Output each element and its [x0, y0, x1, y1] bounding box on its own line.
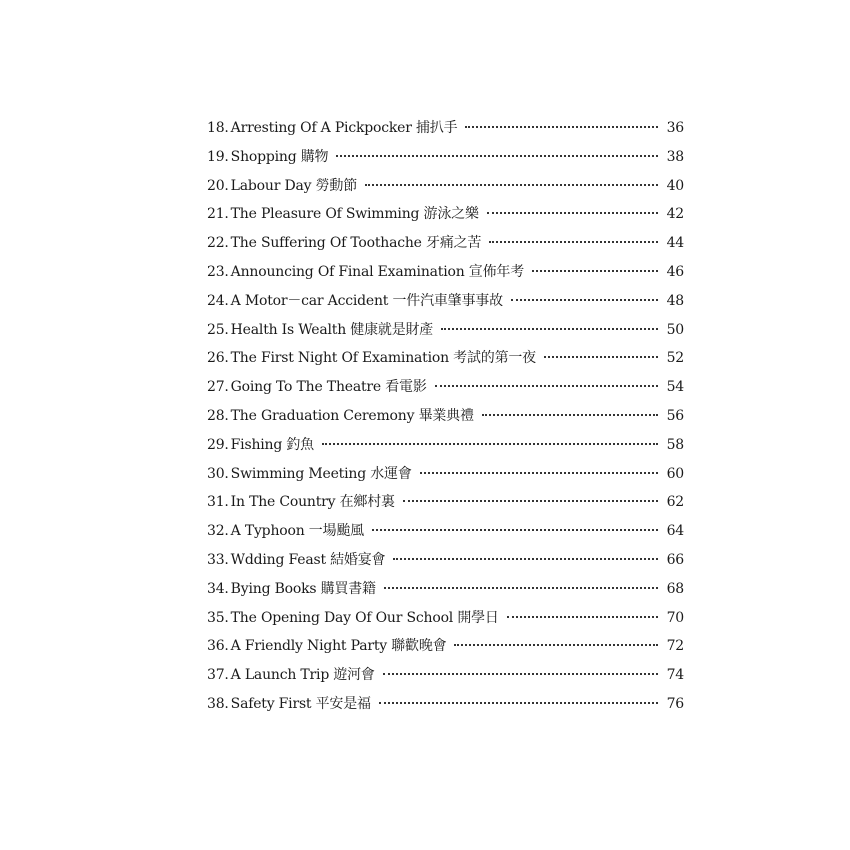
toc-entry	[207, 347, 684, 376]
toc-entry	[207, 491, 684, 520]
toc-entry-title: In The Country 在鄉村裏	[230, 494, 395, 511]
toc-entry	[207, 693, 684, 722]
toc-entry	[207, 434, 684, 463]
toc-entry-title: Swimming Meeting 水運會	[230, 465, 412, 482]
toc-entry	[207, 203, 684, 232]
toc-entry-page-number: 70	[666, 609, 684, 626]
toc-entry	[207, 290, 684, 319]
toc-entry-title: Shopping 購物	[230, 148, 329, 165]
dot-leader	[365, 184, 658, 186]
toc-entry-page-number: 46	[666, 263, 684, 280]
toc-entry	[207, 549, 684, 578]
dot-leader	[420, 472, 658, 474]
toc-entry-title: The First Night Of Examination 考試的第一夜	[230, 350, 536, 367]
toc-entry-page-number: 52	[666, 350, 684, 367]
toc-entry-number: 22.	[207, 235, 229, 252]
toc-entry-number: 28.	[207, 407, 229, 424]
toc-entry-number: 33.	[207, 551, 229, 568]
toc-entry-page-number: 50	[666, 321, 684, 338]
toc-entry-number: 20.	[207, 177, 229, 194]
toc-entry	[207, 146, 684, 175]
toc-entry-number: 24.	[207, 292, 229, 309]
table-of-contents	[207, 117, 684, 722]
toc-entry-title: Safety First 平安是福	[230, 695, 371, 712]
toc-entry-title: The Suffering Of Toothache 牙痛之苦	[230, 235, 482, 252]
toc-entry	[207, 607, 684, 636]
toc-entry	[207, 520, 684, 549]
toc-entry-number: 21.	[207, 206, 229, 223]
toc-entry-page-number: 60	[666, 465, 684, 482]
toc-entry	[207, 175, 684, 204]
toc-entry-page-number: 38	[666, 148, 684, 165]
toc-entry-page-number: 48	[666, 292, 684, 309]
toc-entry-title: Health Is Wealth 健康就是財產	[230, 321, 434, 338]
dot-leader	[454, 644, 658, 646]
toc-entry-page-number: 76	[666, 695, 684, 712]
toc-entry-page-number: 74	[666, 667, 684, 684]
toc-entry-number: 37.	[207, 667, 229, 684]
toc-entry-title: The Pleasure Of Swimming 游泳之樂	[230, 206, 479, 223]
toc-entry-number: 32.	[207, 523, 229, 540]
toc-entry-title: Arresting Of A Pickpocker 捕扒手	[230, 120, 458, 136]
toc-entry-number: 23.	[207, 263, 229, 280]
toc-entry-title: A Typhoon 一場颱風	[230, 523, 364, 540]
toc-entry-title: A Launch Trip 遊河會	[230, 667, 375, 684]
toc-entry-number: 29.	[207, 436, 229, 453]
dot-leader	[507, 616, 658, 618]
toc-entry-page-number: 62	[666, 494, 684, 511]
toc-entry-title: Announcing Of Final Examination 宣佈年考	[230, 263, 524, 280]
dot-leader	[336, 155, 658, 157]
toc-entry-number: 35.	[207, 609, 229, 626]
toc-entry-page-number: 54	[666, 379, 684, 396]
dot-leader	[393, 558, 658, 560]
toc-entry-title: Labour Day 勞動節	[230, 177, 357, 194]
toc-entry-number: 26.	[207, 350, 229, 367]
toc-entry-page-number: 68	[666, 580, 684, 597]
dot-leader	[489, 241, 658, 243]
toc-entry	[207, 232, 684, 261]
dot-leader	[544, 356, 658, 358]
toc-entry-number: 38.	[207, 695, 229, 712]
toc-entry-page-number: 58	[666, 436, 684, 453]
toc-entry-number: 30.	[207, 465, 229, 482]
toc-entry	[207, 405, 684, 434]
toc-entry-page-number: 66	[666, 551, 684, 568]
dot-leader	[383, 673, 658, 675]
toc-entry-number: 27.	[207, 379, 229, 396]
toc-entry-title: A Friendly Night Party 聯歡晚會	[230, 638, 447, 655]
dot-leader	[372, 529, 658, 531]
toc-entry-number: 25.	[207, 321, 229, 338]
dot-leader	[487, 212, 658, 214]
dot-leader	[435, 385, 658, 387]
dot-leader	[511, 299, 658, 301]
toc-entry-number: 36.	[207, 638, 229, 655]
toc-entry-number: 31.	[207, 494, 229, 511]
toc-entry	[207, 635, 684, 664]
toc-entry-page-number: 44	[666, 235, 684, 252]
toc-entry-page-number: 64	[666, 523, 684, 540]
toc-entry	[207, 463, 684, 492]
toc-entry-title: The Opening Day Of Our School 開學日	[230, 609, 499, 626]
toc-entry-page-number: 42	[666, 206, 684, 223]
toc-entry-number: 19.	[207, 148, 229, 165]
toc-entry-number: 18.	[207, 120, 229, 136]
toc-entry	[207, 376, 684, 405]
dot-leader	[379, 702, 658, 704]
dot-leader	[384, 587, 658, 589]
toc-entry-page-number: 56	[666, 407, 684, 424]
dot-leader	[482, 414, 658, 416]
dot-leader	[465, 126, 658, 128]
toc-entry-page-number: 36	[666, 120, 684, 136]
toc-entry-title: Going To The Theatre 看電影	[230, 379, 427, 396]
toc-entry-title: Wdding Feast 結婚宴會	[230, 551, 386, 568]
toc-entry-title: Fishing 釣魚	[230, 436, 314, 453]
dot-leader	[441, 328, 658, 330]
toc-entry-number: 34.	[207, 580, 229, 597]
toc-entry	[207, 664, 684, 693]
toc-entry-title: The Graduation Ceremony 畢業典禮	[230, 407, 474, 424]
toc-entry-page-number: 72	[666, 638, 684, 655]
toc-entry	[207, 117, 684, 146]
toc-entry-title: Bying Books 購買書籍	[230, 580, 376, 597]
toc-entry	[207, 261, 684, 290]
dot-leader	[532, 270, 658, 272]
dot-leader	[403, 500, 658, 502]
toc-entry	[207, 319, 684, 348]
toc-entry-title: A Motor－car Accident 一件汽車肇事事故	[230, 292, 503, 309]
dot-leader	[322, 443, 658, 445]
toc-entry-page-number: 40	[666, 177, 684, 194]
toc-entry	[207, 578, 684, 607]
